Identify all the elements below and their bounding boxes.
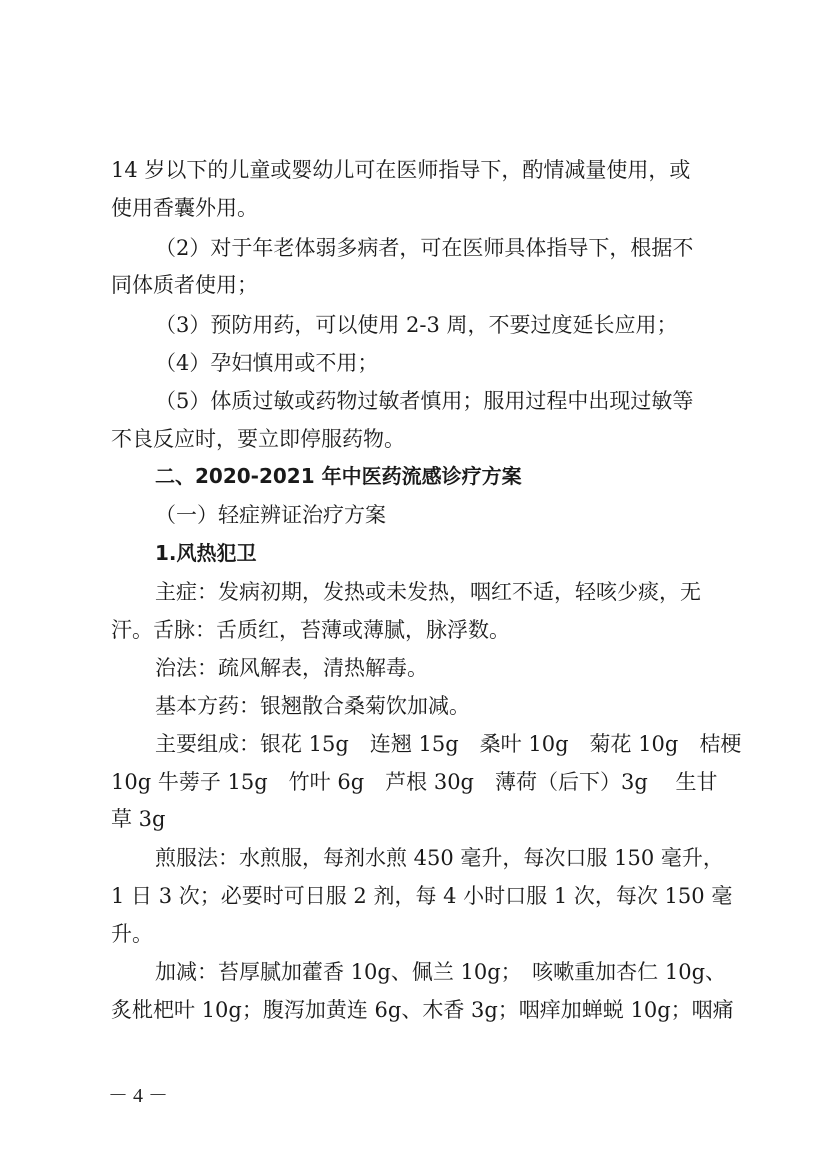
paragraph-line: （4）孕妇慎用或不用；: [155, 351, 379, 375]
paragraph-line: 加减：苔厚腻加藿香 10g、佩兰 10g； 咳嗽重加杏仁 10g、: [155, 960, 727, 984]
paragraph-line: 同体质者使用；: [111, 273, 258, 297]
paragraph-line: 汗。舌脉：舌质红，苔薄或薄腻，脉浮数。: [111, 618, 510, 642]
section-heading: 二、2020-2021 年中医药流感诊疗方案: [155, 464, 522, 488]
paragraph-line: 治法：疏风解表，清热解毒。: [155, 656, 428, 680]
paragraph-line: 14 岁以下的儿童或婴幼儿可在医师指导下，酌情减量使用，或: [111, 158, 691, 182]
paragraph-line: 基本方药：银翘散合桑菊饮加减。: [155, 694, 470, 718]
paragraph-line: （2）对于年老体弱多病者，可在医师具体指导下，根据不: [155, 236, 694, 260]
paragraph-line: 主症：发病初期，发热或未发热，咽红不适，轻咳少痰，无: [155, 580, 701, 604]
paragraph-line: 主要组成：银花 15g 连翘 15g 桑叶 10g 菊花 10g 桔梗: [155, 732, 742, 756]
paragraph-line: 炙枇杷叶 10g；腹泻加黄连 6g、木香 3g；咽痒加蝉蜕 10g；咽痛: [111, 998, 734, 1022]
paragraph-line: （3）预防用药，可以使用 2-3 周，不要过度延长应用；: [155, 313, 678, 337]
paragraph-line: 使用香囊外用。: [111, 196, 258, 220]
paragraph-line: 升。: [111, 922, 153, 946]
page-number: － 4 －: [108, 1085, 168, 1107]
subsection-heading: （一）轻症辨证治疗方案: [155, 503, 386, 527]
item-heading: 1.风热犯卫: [155, 541, 257, 565]
paragraph-line: 10g 牛蒡子 15g 竹叶 6g 芦根 30g 薄荷（后下）3g 生甘: [111, 770, 718, 794]
paragraph-line: （5）体质过敏或药物过敏者慎用；服用过程中出现过敏等: [155, 389, 694, 413]
paragraph-line: 草 3g: [111, 807, 166, 831]
paragraph-line: 1 日 3 次；必要时可日服 2 剂，每 4 小时口服 1 次，每次 150 毫: [111, 884, 733, 908]
paragraph-line: 不良反应时，要立即停服药物。: [111, 427, 405, 451]
paragraph-line: 煎服法：水煎服，每剂水煎 450 毫升，每次口服 150 毫升，: [155, 846, 724, 870]
